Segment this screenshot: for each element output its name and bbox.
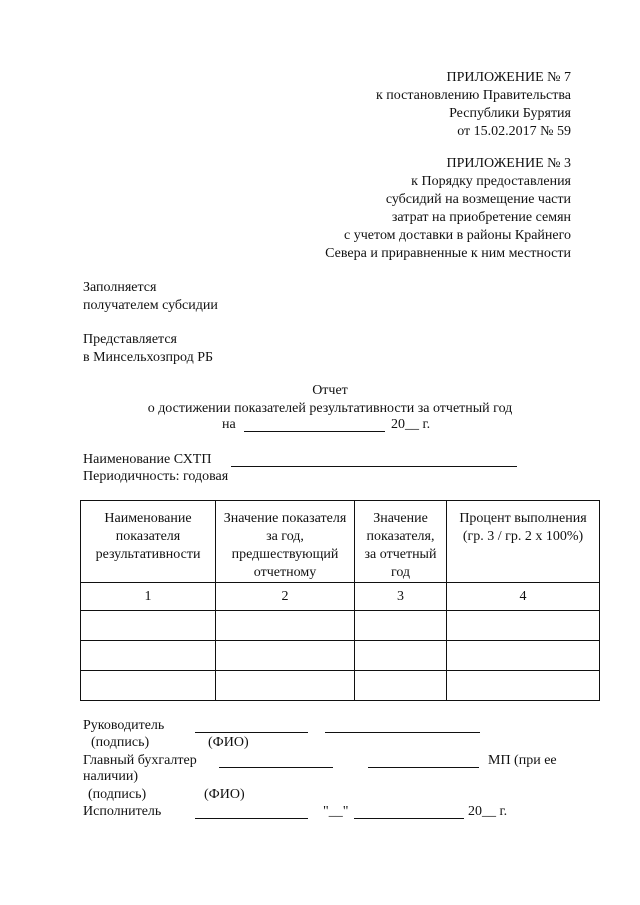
table-cell[interactable] — [447, 641, 600, 671]
appendix-7-line: от 15.02.2017 № 59 — [457, 124, 571, 139]
table-cell[interactable] — [81, 671, 216, 701]
appendix-3-line: с учетом доставки в районы Крайнего — [344, 228, 571, 243]
executor-date-year: 20__ г. — [468, 804, 508, 819]
report-title: Отчет — [312, 383, 348, 398]
appendix-3-line: затрат на приобретение семян — [391, 210, 571, 225]
accountant-label: Главный бухгалтер — [83, 753, 197, 768]
col-header-indicator: Наименование показателя результативности — [81, 501, 216, 583]
appendix-3-line: субсидий на возмещение части — [385, 192, 571, 207]
col-number: 2 — [216, 583, 355, 611]
table-header-row — [81, 501, 600, 583]
table-cell[interactable] — [355, 611, 447, 641]
col-number: 3 — [355, 583, 447, 611]
appendix-7-line: к постановлению Правительства — [375, 88, 571, 103]
accountant-fio-caption: (ФИО) — [204, 787, 245, 802]
name-blank[interactable] — [231, 466, 517, 467]
table-cell[interactable] — [216, 641, 355, 671]
report-subtitle: о достижении показателей результативности за отчетный год — [147, 401, 513, 416]
table-cell[interactable] — [216, 611, 355, 641]
executor-label: Исполнитель — [83, 804, 162, 819]
executor-date-blank[interactable] — [354, 818, 464, 819]
appendix-7-title: ПРИЛОЖЕНИЕ № 7 — [446, 70, 571, 85]
submitted-to-value: в Минсельхозпрод РБ — [83, 350, 214, 365]
table-cell[interactable] — [81, 611, 216, 641]
col-number: 4 — [447, 583, 600, 611]
head-fio-caption: (ФИО) — [208, 735, 249, 750]
stamp-label: МП (при ее — [488, 753, 557, 768]
report-date-year: 20__ г. — [391, 417, 431, 432]
head-sign-caption: (подпись) — [91, 735, 150, 750]
executor-date-day: "__" — [323, 804, 349, 819]
report-table — [80, 500, 600, 701]
appendix-3-title: ПРИЛОЖЕНИЕ № 3 — [446, 156, 571, 171]
head-signature-blank[interactable] — [195, 732, 308, 733]
submitted-to-label: Представляется — [83, 332, 177, 347]
table-cell[interactable] — [355, 641, 447, 671]
col-header-current-year: Значение показателя, за отчетный год — [355, 501, 447, 583]
accountant-signature-blank[interactable] — [219, 767, 333, 768]
head-label: Руководитель — [83, 718, 165, 733]
appendix-3-line: Севера и приравненные к ним местности — [325, 246, 571, 261]
filled-by-label: Заполняется — [83, 280, 157, 295]
appendix-3-line: к Порядку предоставления — [411, 174, 571, 189]
accountant-fio-blank[interactable] — [368, 767, 479, 768]
head-fio-blank[interactable] — [325, 732, 480, 733]
report-date-blank[interactable] — [244, 431, 385, 432]
accountant-sign-caption: (подпись) — [88, 787, 147, 802]
table-number-row — [81, 583, 600, 611]
table-cell[interactable] — [355, 671, 447, 701]
table-cell[interactable] — [81, 641, 216, 671]
col-number: 1 — [81, 583, 216, 611]
col-header-percent: Процент выполнения (гр. 3 / гр. 2 х 100%) — [447, 501, 600, 583]
report-date-prefix: на — [222, 417, 236, 432]
appendix-7-line: Республики Бурятия — [449, 106, 571, 121]
filled-by-value: получателем субсидии — [83, 298, 218, 313]
col-header-previous-year: Значение показателя за год, предшествующий отчетному — [216, 501, 355, 583]
table-cell[interactable] — [447, 611, 600, 641]
table-row — [81, 641, 600, 671]
table-row — [81, 671, 600, 701]
name-label: Наименование СХТП — [83, 452, 212, 467]
periodicity: Периодичность: годовая — [83, 469, 229, 484]
executor-signature-blank[interactable] — [195, 818, 308, 819]
table-cell[interactable] — [447, 671, 600, 701]
table-row — [81, 611, 600, 641]
table-cell[interactable] — [216, 671, 355, 701]
stamp-label-cont: наличии) — [83, 769, 138, 784]
